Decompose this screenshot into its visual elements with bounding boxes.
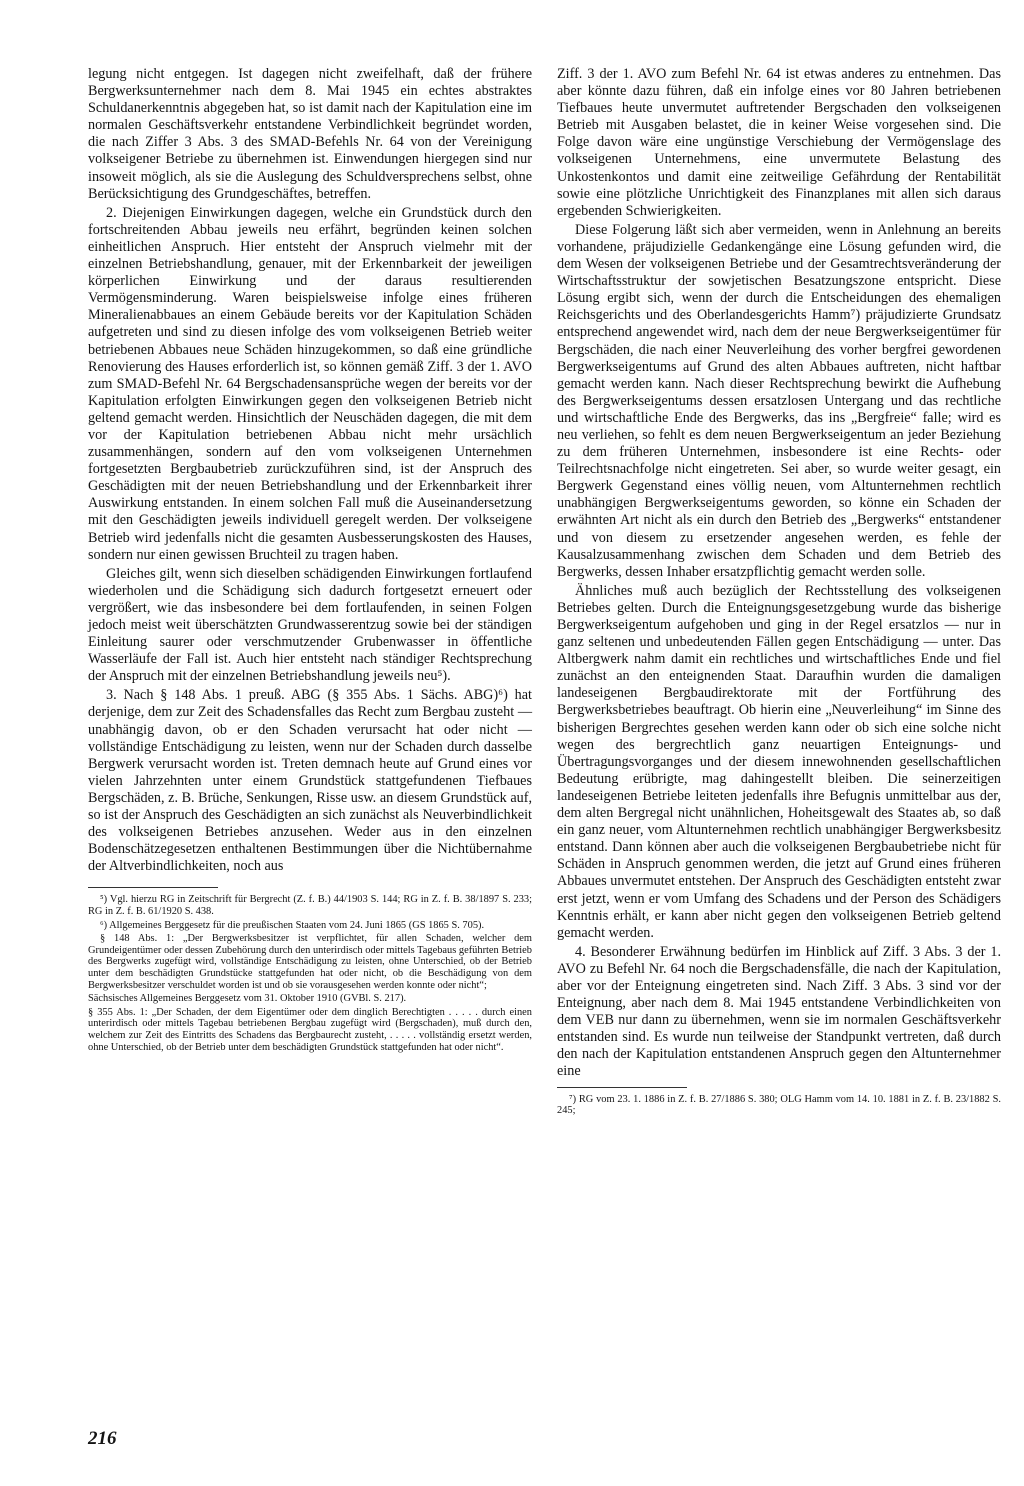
footnotes-left <box>88 887 532 1053</box>
footnote: § 148 Abs. 1: „Der Bergwerksbesitzer ist verpflichtet, für allen Schaden, welcher dem Grundeigentümer oder dessen Zubehörung durch den unterirdisch oder mittels Tagebaus geführten Betrieb des Bergwerks zugefügt wird, vollständige Entschädigung zu leisten, ohne Unterschied, ob der Betrieb unter dem beschädigten Grundstücke stattgefunden hat oder nicht, ob die Beschädigung von dem Bergwerksbesitzer verschuldet worden ist und ob sie vorausgesehen werden konnte oder nicht“; <box>88 933 532 991</box>
body-paragraph: legung nicht entgegen. Ist dagegen nicht zweifelhaft, daß der frühere Bergwerksunternehmer nach dem 8. Mai 1945 ein echtes abstraktes Schuldanerkenntnis abgegeben hat, so ist damit nach der Kapitulation eine im normalen Geschäftsverkehr entstandene Verbindlichkeit begründet worden, die nach Ziffer 3 Abs. 3 des SMAD-Befehls Nr. 64 von der Vereinigung volkseigener Betriebe zu übernehmen ist. Einwendungen hiergegen sind nur insoweit möglich, als sie die Auslegung des Schuldversprechens selbst, ohne Berücksichtigung des Grundgeschäftes, betreffen. <box>88 66 532 202</box>
footnote: § 355 Abs. 1: „Der Schaden, der dem Eigentümer oder dem dinglich Berechtigten . . . . . durch einen unterirdisch oder mittels Tagebau betriebenen Bergbau zugefügt wird (Bergschaden), muß durch den, welchem zur Zeit des Eintritts des Schadens das Bergbaurecht zusteht, . . . . . vollständig ersetzt werden, ohne Unterschied, ob der Betrieb unter dem beschädigten Grundstück stattgefunden hat oder nicht“. <box>88 1006 532 1053</box>
footnote: ⁵) Vgl. hierzu RG in Zeitschrift für Bergrecht (Z. f. B.) 44/1903 S. 144; RG in Z. f. B. 38/1897 S. 233; RG in Z. f. B. 61/1920 S. 438. <box>88 894 532 917</box>
page-number: 216 <box>88 1428 117 1449</box>
footnotes-right <box>557 1087 1001 1117</box>
body-paragraph: Ziff. 3 der 1. AVO zum Befehl Nr. 64 ist etwas anderes zu entnehmen. Das aber könnte dazu führen, daß ein infolge eines vor 80 Jahren betriebenen Tiefbaues heute unvermutet auftretender Bergschaden den volkseigenen Betrieb mit Ausgaben belastet, die in keiner Weise vorgesehen sind. Die Folge davon wäre eine ungünstige Verschiebung der Vermögenslage des volkseigenen Unternehmens, eine unvermutete Belastung des Unkostenkontos und damit eine zeitweilige Gefährdung der Rentabilität sowie eine plötzliche Unrichtigkeit des Finanzplanes mit allen sich daraus ergebenden Schwierigkeiten. <box>557 66 1001 219</box>
body-paragraph: Diese Folgerung läßt sich aber vermeiden, wenn in Anlehnung an bereits vorhandene, präjudizielle Gedankengänge eine Lösung gefunden wird, die dem Wesen der volkseigenen Betriebe und der Gesamtrechtsveränderung der Wirtschaftsstruktur der sowjetischen Besatzungszone entspricht. Diese Lösung ergibt sich, wenn der durch die Entscheidungen des ehemaligen Reichsgerichts und des Oberlandesgerichts Hamm⁷) präjudizierte Grundsatz entsprechend angewendet wird, nach dem der neue Bergwerkseigentümer für Bergschäden, die nach einer Neuverleihung des vorher bergfrei gewordenen Bergwerkseigentums auf Grund des alten Abbaues auftreten, nicht haftbar gemacht werden kann. Nach dieser Rechtsprechung bewirkt die Aufhebung des Bergwerkseigentums dessen ersatzlosen Untergang und das rechtliche und wirtschaftliche Ende des Bergwerks, das ins „Bergfreie“ falle; wird es neu verliehen, so fehlt es dem neuen Bergwerkseigentum an jeder Beziehung zu dem früheren Unternehmen, insbesondere ist eine Rechts- oder Teilrechtsnachfolge nicht eingetreten. Sei aber, so wurde weiter gesagt, ein Bergwerk Gegenstand eines völlig neuen, vom Altunternehmen rechtlich unabhängigen Bergwerkseigentums geworden, so könne ein Schaden der erwähnten Art nicht als ein durch den Betrieb des „Bergwerks“ entstandener und von diesem zu ersetzender angesehen werden, es fehle der Kausalzusammenhang zwischen dem Schaden und dem Betrieb des Bergwerks, dessen Inhaber ersatzpflichtig gemacht werden solle. <box>557 221 1001 580</box>
body-paragraph: 2. Diejenigen Einwirkungen dagegen, welche ein Grundstück durch den fortschreitenden Abbau jeweils neu erfährt, begründen keinen solchen einheitlichen Anspruch. Hier entsteht der Anspruch vielmehr mit der einzelnen Betriebshandlung, genauer, mit der Erkennbarkeit der jeweiligen körperlichen Einwirkung und der daraus resultierenden Vermögensminderung. Waren beispielsweise infolge eines früheren Mineralienabbaues an einem Gebäude bereits vor der Kapitulation Schäden aufgetreten und sind zu diesen infolge des vom volkseigenen Betrieb weiter betriebenen Abbaues neue Schäden hinzugekommen, so daß eine gründliche Renovierung des Hauses erforderlich ist, so können gemäß Ziff. 3 der 1. AVO zum SMAD-Befehl Nr. 64 Bergschadensansprüche wegen der bereits vor der Kapitulation erfolgten Einwirkungen gegen den volkseigenen Betrieb nicht geltend gemacht werden. Hinsichtlich der Neuschäden dagegen, die mit dem vor der Kapitulation betriebenen Abbau nicht mehr ursächlich zusammenhängen, sondern auf den vom volkseigenen Unternehmen fortgesetzten Bergbaubetrieb zurückzuführen sind, ist der Anspruch des Geschädigten mit der neuen Betriebshandlung und der Erkennbarkeit ihrer Auswirkung entstanden. In einem solchen Fall muß die Auseinandersetzung mit den Geschädigten jeweils individuell geregelt werden. Der volkseigene Betrieb wird jedenfalls nicht die gesamten Ausbesserungskosten des Hauses, sondern nur einen gewissen Bruchteil zu tragen haben. <box>88 204 532 563</box>
left-column <box>88 66 532 1053</box>
footnote: ⁶) Allgemeines Berggesetz für die preußischen Staaten vom 24. Juni 1865 (GS 1865 S. 705). <box>100 919 485 931</box>
body-paragraph: Ähnliches muß auch bezüglich der Rechtsstellung des volkseigenen Betriebes gelten. Durch die Enteignungsgesetzgebung wurde das bisherige Bergwerkseigentum aufgehoben und ging in der Regel ersatzlos — nur in ganz seltenen und unbedeutenden Fällen gegen Entschädigung — unter. Das Altbergwerk nahm damit ein rechtliches und wirtschaftliches Ende und fiel zunächst an den enteignenden Staat. Daraufhin wurden die damaligen landeseigenen Bergbaudirektorate mit der Fortführung des Bergwerksbetriebes beauftragt. Ob hierin eine „Neuverleihung“ im Sinne des bisherigen Bergrechtes gesehen werden kann oder ob sich eine solche nicht wegen des bergrechtlich ganz neuartigen Enteignungs- und Übertragungsvorganges und der diesem innewohnenden gesellschaftlichen Bedeutung erübrigte, mag dahingestellt bleiben. Die seinerzeitigen landeseigenen Betriebe leiteten jedenfalls ihre Befugnis unmittelbar aus der, dem alten Bergregal nicht unähnlichen, Hoheitsgewalt des Staates ab, so daß ein ganz neuer, vom Altunternehmen rechtlich unabhängiger Bergwerksbesitz entstand. Dann können aber auch die volkseigenen Bergbaubetriebe nicht für Schäden in Anspruch genommen werden, die jetzt auf Grund eines früheren Abbaues unvermutet entstehen. Der Anspruch des Geschädigten entsteht zwar erst jetzt, wenn er vom Umfang des Schadens und der Person des Schädigers Kenntnis erhält, er kann aber nicht gegen den volkseigenen Betrieb geltend gemacht werden. <box>557 582 1001 941</box>
body-paragraph: 3. Nach § 148 Abs. 1 preuß. ABG (§ 355 Abs. 1 Sächs. ABG)⁶) hat derjenige, dem zur Zeit des Schadensfalles das Recht zum Bergbau zusteht — unabhängig davon, ob er den Schaden verursacht hat oder nicht — vollständige Entschädigung zu leisten, wenn nur der Schaden durch dasselbe Bergwerk verursacht worden ist. Treten demnach heute auf Grund eines vor vielen Jahrzehnten unter einem Grundstück stattgefundenen Tiefbaues Bergschäden, z. B. Brüche, Senkungen, Risse usw. an diesem Grundstück auf, so ist der Anspruch des Geschädigten an sich zunächst als Neuverbindlichkeit des volkseigenen Betriebes anzusehen. Weder aus in den einzelnen Bodenschätzegesetzen enthaltenen Bestimmungen über die Nichtübernahme der Altverbindlichkeiten, noch aus <box>88 687 532 875</box>
footnote: Sächsisches Allgemeines Berggesetz vom 31. Oktober 1910 (GVBl. S. 217). <box>88 993 407 1005</box>
body-paragraph: 4. Besonderer Erwähnung bedürfen im Hinblick auf Ziff. 3 Abs. 3 der 1. AVO zu Befehl Nr. 64 noch die Bergschadensfälle, die nach der Kapitulation, aber vor der Enteignung eingetreten sind. Nach Ziff. 3 Abs. 3 sind vor der Enteignung, aber nach dem 8. Mai 1945 entstandene Verbindlichkeiten von dem VEB nur dann zu übernehmen, wenn sie im normalen Geschäftsverkehr entstanden sind. Es wurde nun teilweise der Standpunkt vertreten, daß durch den nach der Kapitulation entstandenen Anspruch gegen den Altunternehmer eine <box>557 943 1001 1080</box>
footnote-rule <box>88 887 218 888</box>
body-paragraph: Gleiches gilt, wenn sich dieselben schädigenden Einwirkungen fortlaufend wiederholen und die Schädigung sich dadurch fortgesetzt erneuert oder vergrößert, wie das insbesondere bei dem fortlaufenden, in seinen Folgen jedoch meist weit überschätzten Grundwasserentzug sowie bei der ständigen Einleitung saurer oder verschmutzender Grubenwasser in öffentliche Wasserläufe der Fall ist. Auch hier entsteht nach ständiger Rechtsprechung der Anspruch mit der einzelnen Betriebshandlung jeweils neu⁵). <box>88 565 532 685</box>
footnote: ⁷) RG vom 23. 1. 1886 in Z. f. B. 27/1886 S. 380; OLG Hamm vom 14. 10. 1881 in Z. f. B. 23/1882 S. 245; <box>557 1093 1001 1117</box>
footnote-rule <box>557 1087 687 1088</box>
right-column <box>557 66 1001 1117</box>
